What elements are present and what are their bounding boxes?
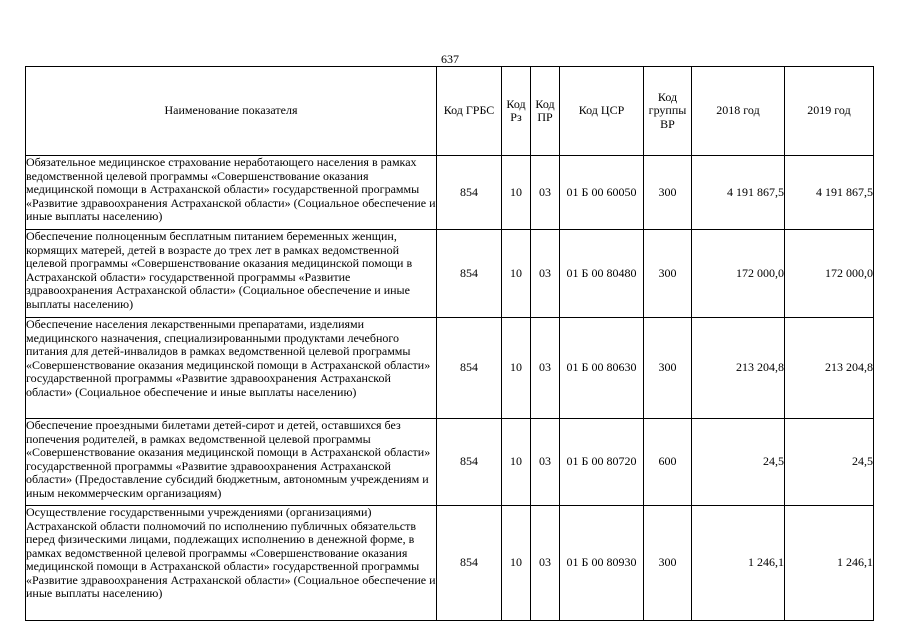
row-amount-2019: 213 204,8 (785, 318, 874, 419)
header-2018: 2018 год (692, 67, 785, 156)
row-amount-2019: 24,5 (785, 419, 874, 506)
row-rz: 10 (502, 230, 531, 318)
row-pr: 03 (531, 506, 560, 621)
header-vr-line2: группы (648, 103, 687, 118)
row-amount-2018: 4 191 867,5 (692, 156, 785, 230)
row-vr: 300 (644, 318, 692, 419)
header-vr-line1: Код (657, 89, 678, 104)
row-rz: 10 (502, 506, 531, 621)
row-rz: 10 (502, 419, 531, 506)
row-amount-2019: 1 246,1 (785, 506, 874, 621)
row-pr: 03 (531, 318, 560, 419)
header-pr-line1: Код (535, 96, 555, 111)
table-row (26, 506, 874, 621)
table-row (26, 230, 874, 318)
row-pr: 03 (531, 156, 560, 230)
row-vr: 300 (644, 230, 692, 318)
budget-table (25, 66, 874, 621)
header-rz-line1: Код (506, 96, 526, 111)
row-pr: 03 (531, 230, 560, 318)
header-pr-line2: ПР (537, 110, 553, 124)
row-amount-2018: 1 246,1 (692, 506, 785, 621)
row-rz: 10 (502, 318, 531, 419)
header-rz (502, 67, 531, 156)
table-row (26, 156, 874, 230)
row-csr: 01 Б 00 80480 (560, 230, 644, 318)
page-number: 637 (441, 52, 459, 66)
header-vr (644, 67, 692, 156)
row-name: Обязательное медицинское страхование неработающего населения в рамках ведомственной целевой программы «Совершенствование оказания медицинской помощи в Астраханской области» государственной программы «Развитие здравоохранения Астраханской области» (Социальное обеспечение и иные выплаты населению) (26, 156, 437, 230)
header-csr: Код ЦСР (560, 67, 644, 156)
table-row (26, 419, 874, 506)
header-rz-line2: Рз (510, 110, 522, 124)
row-amount-2018: 213 204,8 (692, 318, 785, 419)
header-grbs: Код ГРБС (437, 67, 502, 156)
row-name: Обеспечение населения лекарственными препаратами, изделиями медицинского назначения, специализированными продуктами лечебного питания для детей-инвалидов в рамках ведомственной целевой программы «Совершенствование оказания медицинской помощи в Астраханской области» государственной программы «Развитие здравоохранения Астраханской области» (Социальное обеспечение и иные выплаты населению) (26, 318, 437, 419)
header-2019: 2019 год (785, 67, 874, 156)
row-amount-2018: 172 000,0 (692, 230, 785, 318)
row-vr: 300 (644, 506, 692, 621)
row-grbs: 854 (437, 156, 502, 230)
table-header-row (26, 67, 874, 156)
row-vr: 300 (644, 156, 692, 230)
row-csr: 01 Б 00 80630 (560, 318, 644, 419)
row-grbs: 854 (437, 506, 502, 621)
row-pr: 03 (531, 419, 560, 506)
row-amount-2019: 172 000,0 (785, 230, 874, 318)
row-amount-2018: 24,5 (692, 419, 785, 506)
row-name: Обеспечение полноценным бесплатным питанием беременных женщин, кормящих матерей, детей в возрасте до трех лет в рамках ведомственной целевой программы «Совершенствование оказания медицинской помощи в Астраханской области» государственной программы «Развитие здравоохранения Астраханской области» (Социальное обеспечение и иные выплаты населению) (26, 230, 437, 318)
row-csr: 01 Б 00 60050 (560, 156, 644, 230)
row-rz: 10 (502, 156, 531, 230)
row-grbs: 854 (437, 419, 502, 506)
row-amount-2019: 4 191 867,5 (785, 156, 874, 230)
row-csr: 01 Б 00 80930 (560, 506, 644, 621)
row-grbs: 854 (437, 230, 502, 318)
table-row (26, 318, 874, 419)
header-name: Наименование показателя (26, 67, 437, 156)
row-name: Осуществление государственными учреждениями (организациями) Астраханской области полномочий по исполнению публичных обязательств перед физическими лицами, подлежащих исполнению в денежной форме, в рамках ведомственной целевой программы «Совершенствование оказания медицинской помощи в Астраханской области» государственной программы «Развитие здравоохранения Астраханской области» (Социальное обеспечение и иные выплаты населению) (26, 506, 437, 621)
header-vr-line3: ВР (660, 116, 675, 131)
row-csr: 01 Б 00 80720 (560, 419, 644, 506)
row-name: Обеспечение проездными билетами детей-сирот и детей, оставшихся без попечения родителей, в рамках ведомственной целевой программы «Совершенствование оказания медицинской помощи в Астраханской области» государственной программы «Развитие здравоохранения Астраханской области» (Предоставление субсидий бюджетным, автономным учреждениям и иным некоммерческим организациям) (26, 419, 437, 506)
row-vr: 600 (644, 419, 692, 506)
row-grbs: 854 (437, 318, 502, 419)
header-pr (531, 67, 560, 156)
